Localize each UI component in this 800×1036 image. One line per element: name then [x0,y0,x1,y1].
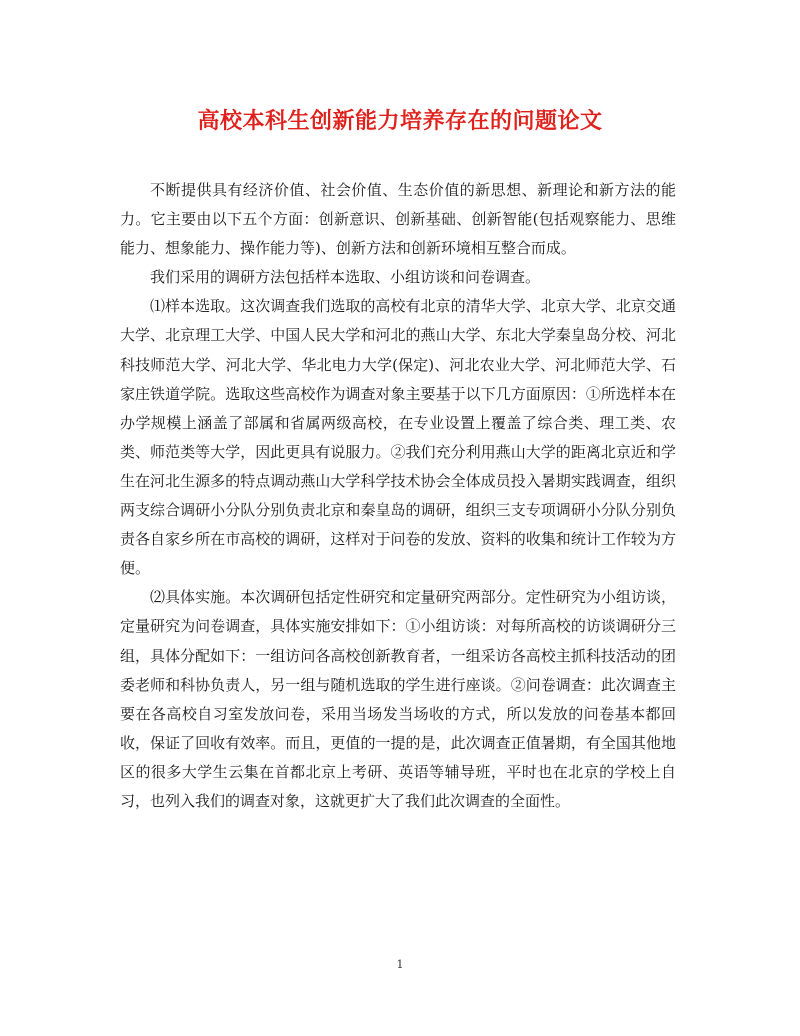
paragraph-4: ⑵具体实施。本次调研包括定性研究和定量研究两部分。定性研究为小组访谈，定量研究为问卷调查，具体实施安排如下：①小组访谈：对每所高校的访谈调研分三组，具体分配如下：一组访问各高校创新教育者，一组采访各高校主抓科技活动的团委老师和科协负责人，另一组与随机选取的学生进行座谈。②问卷调查：此次调查主要在各高校自习室发放问卷，采用当场发当场收的方式，所以发放的问卷基本都回收，保证了回收有效率。而且，更值的一提的是，此次调查正值暑期，有全国其他地区的很多大学生云集在首都北京上考研、英语等辅导班，平时也在北京的学校上自习，也列入我们的调查对象，这就更扩大了我们此次调查的全面性。 [120,588,676,810]
page-number: 1 [396,958,404,971]
document-body [120,176,676,816]
document-title: 高校本科生创新能力培养存在的问题论文 [197,108,603,134]
paragraph-1: 不断提供具有经济价值、社会价值、生态价值的新思想、新理论和新方法的能力。它主要由以下五个方面：创新意识、创新基础、创新智能(包括观察能力、思维能力、想象能力、操作能力等)、创新方法和创新环境相互整合而成。 [120,181,676,258]
paragraph-2: 我们采用的调研方法包括样本选取、小组访谈和问卷调查。 [150,268,541,287]
paragraph-3: ⑴样本选取。这次调查我们选取的高校有北京的清华大学、北京大学、北京交通大学、北京理工大学、中国人民大学和河北的燕山大学、东北大学秦皇岛分校、河北科技师范大学、河北大学、华北电力大学(保定)、河北农业大学、河北师范大学、石家庄铁道学院。选取这些高校作为调查对象主要基于以下几方面原因：①所选样本在办学规模上涵盖了部属和省属两级高校，在专业设置上覆盖了综合类、理工类、农类、师范类等大学，因此更具有说服力。②我们充分利用燕山大学的距离北京近和学生在河北生源多的特点调动燕山大学科学技术协会全体成员投入暑期实践调查，组织两支综合调研小分队分别负责北京和秦皇岛的调研，组织三支专项调研小分队分别负责各自家乡所在市高校的调研，这样对于问卷的发放、资料的收集和统计工作较为方便。 [120,297,676,578]
